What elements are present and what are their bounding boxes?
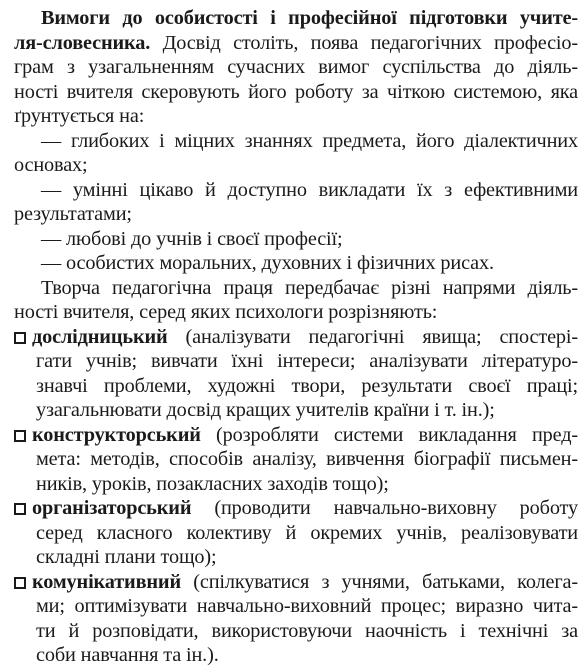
paragraph-line: грам з узагальненням сучасних вимог суспільства до діяль- [14, 56, 578, 78]
checkbox-square-icon [14, 503, 26, 515]
checkbox-square-icon [14, 577, 26, 589]
dash-list-item-cont: основах; [14, 154, 88, 176]
checkbox-square-icon [14, 430, 26, 442]
checkbox-square-icon [14, 332, 26, 344]
activity-type-item: конструкторський (розробляти системи викладання пред- мета: методів, способів аналізу, вивчення біографії письмен- ників, уроків, позакласних заходів тощо); [14, 423, 578, 497]
paragraph-line: ності вчителя, серед яких психологи розрізняють: [14, 301, 438, 323]
document-page [14, 6, 578, 668]
activity-type-item: організаторський (проводити навчально-виховну роботу серед класного колективу й окремих учнів, реалізовувати складні плани тощо); [14, 496, 578, 570]
activity-term: дослідницький [32, 325, 168, 348]
paragraph-line: ності вчителя скеровують його роботу за чіткою системою, яка [14, 80, 578, 103]
activity-term: комунікативний [32, 570, 181, 593]
dash-list-item: — особистих моральних, духовних і фізичних рисах. [41, 252, 494, 274]
activity-term: організаторський [32, 497, 192, 519]
activity-term: конструкторський [32, 423, 201, 446]
dash-list-item-cont: результатами; [14, 203, 132, 225]
section-heading-continued: ля-словесника. [14, 31, 151, 54]
section-heading: Вимоги до особистості і професійної підготовки учите- [41, 7, 578, 29]
activity-type-item: комунікативний (спілкуватися з учнями, батьками, колега- ми; оптимізувати навчально-виховний процес; виразно чита- ти й розповідати, використовуючи наочність і технічні за соби навчання та ін.). [14, 570, 578, 668]
dash-list-item: — умінні цікаво й доступно викладати їх з ефективними [41, 178, 578, 201]
paragraph-line: ґрунтується на: [14, 105, 145, 127]
dash-list-item: — любові до учнів і своєї професії; [41, 227, 343, 250]
paragraph-line: Творча педагогічна праця передбачає різні напрями діяль- [41, 276, 578, 299]
second-paragraph [14, 276, 578, 325]
intro-paragraph [14, 6, 578, 129]
dash-list-item: — глибоких і міцних знаннях предмета, його діалектичних [41, 129, 578, 152]
activity-type-item: дослідницький (аналізувати педагогічні явища; спостері- гати учнів; вивчати їхні інтереси; аналізувати літературо- знавчі проблеми, художні твори, результати своєї праці; узагальнювати досвід кращих учителів країни і т. ін.); [14, 325, 578, 423]
dash-list [14, 129, 578, 276]
paragraph-text: Досвід століть, поява педагогічних професіо- [150, 31, 578, 54]
activity-types-list [14, 325, 578, 668]
